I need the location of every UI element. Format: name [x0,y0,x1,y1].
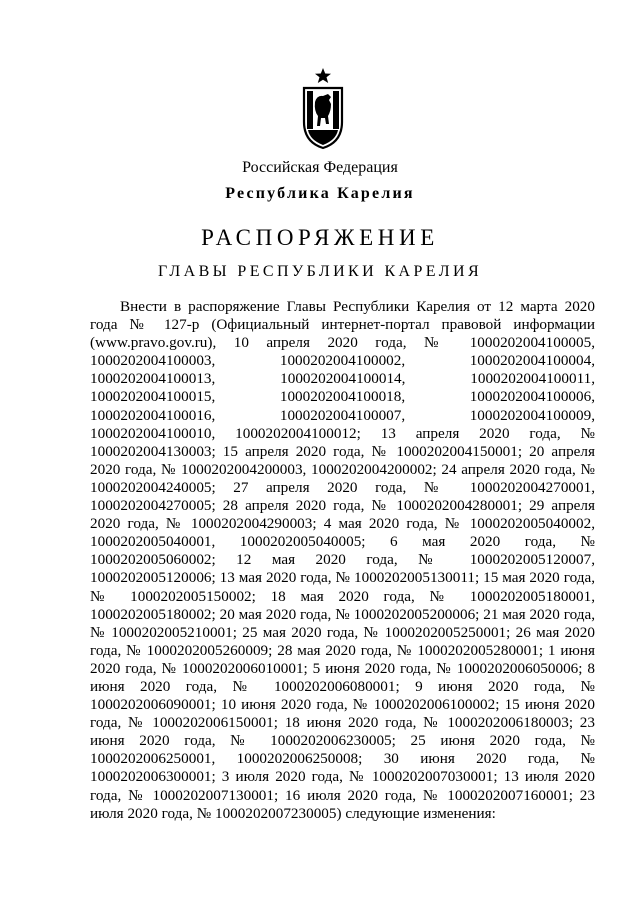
issuing-authority: ГЛАВЫ РЕСПУБЛИКИ КАРЕЛИЯ [157,263,483,280]
republic-name: Республика Карелия [225,185,415,202]
body-paragraph: Внести в распоряжение Главы Республики Карелия от 12 марта 2020 года № 127-р (Официальный интернет-портал правовой информации (www.pravo.gov.ru), 10 апреля 2020 года, № 1000202004100005, 1000202004100003, 1000202004100002, 1000202004100004, 1000202004100013, 1000202004100014, 1000202004100011, 1000202004100015, 1000202004100018, 1000202004100006, 1000202004100016, 1000202004100007, 1000202004100009, 1000202004100010, 1000202004100012; 13 апреля 2020 года, № 1000202004130003; 15 апреля 2020 года, № 1000202004150001; 20 апреля 2020 года, № 1000202004200003, 1000202004200002; 24 апреля 2020 года, № 1000202004240005; 27 апреля 2020 года, № 1000202004270001, 1000202004270005; 28 апреля 2020 года, № 1000202004280001; 29 апреля 2020 года, № 1000202004290003; 4 мая 2020 года, № 1000202005040002, 1000202005040001, 1000202005040005; 6 мая 2020 года, № 1000202005060002; 12 мая 2020 года, № 1000202005120007, 1000202005120006; 13 мая 2020 года, № 1000202005130011; 15 мая 2020 года, № 1000202005150002; 18 мая 2020 года, № 1000202005180001, 1000202005180002; 20 мая 2020 года, № 1000202005200006; 21 мая 2020 года, № 1000202005210001; 25 мая 2020 года, № 1000202005250001; 26 мая 2020 года, № 1000202005260009; 28 мая 2020 года, № 1000202005280001; 1 июня 2020 года, № 1000202006010001; 5 июня 2020 года, № 1000202006050006; 8 июня 2020 года, № 1000202006080001; 9 июня 2020 года, № 1000202006090001; 10 июня 2020 года, № 1000202006100002; 15 июня 2020 года, № 1000202006150001; 18 июня 2020 года, № 1000202006180003; 23 июня 2020 года, № 1000202006230005; 25 июня 2020 года, № 1000202006250001, 1000202006250008; 30 июня 2020 года, № 1000202006300001; 3 июля 2020 года, № 1000202007030001; 13 июля 2020 года, № 1000202007130001; 16 июля 2020 года, № 1000202007160001; 23 июля 2020 года, № 1000202007230005) следующие изменения: [90,298,595,822]
country-name: Российская Федерация [242,159,398,176]
document-type-title: РАСПОРЯЖЕНИЕ [201,225,439,250]
karelia-coat-of-arms-icon [298,66,348,150]
